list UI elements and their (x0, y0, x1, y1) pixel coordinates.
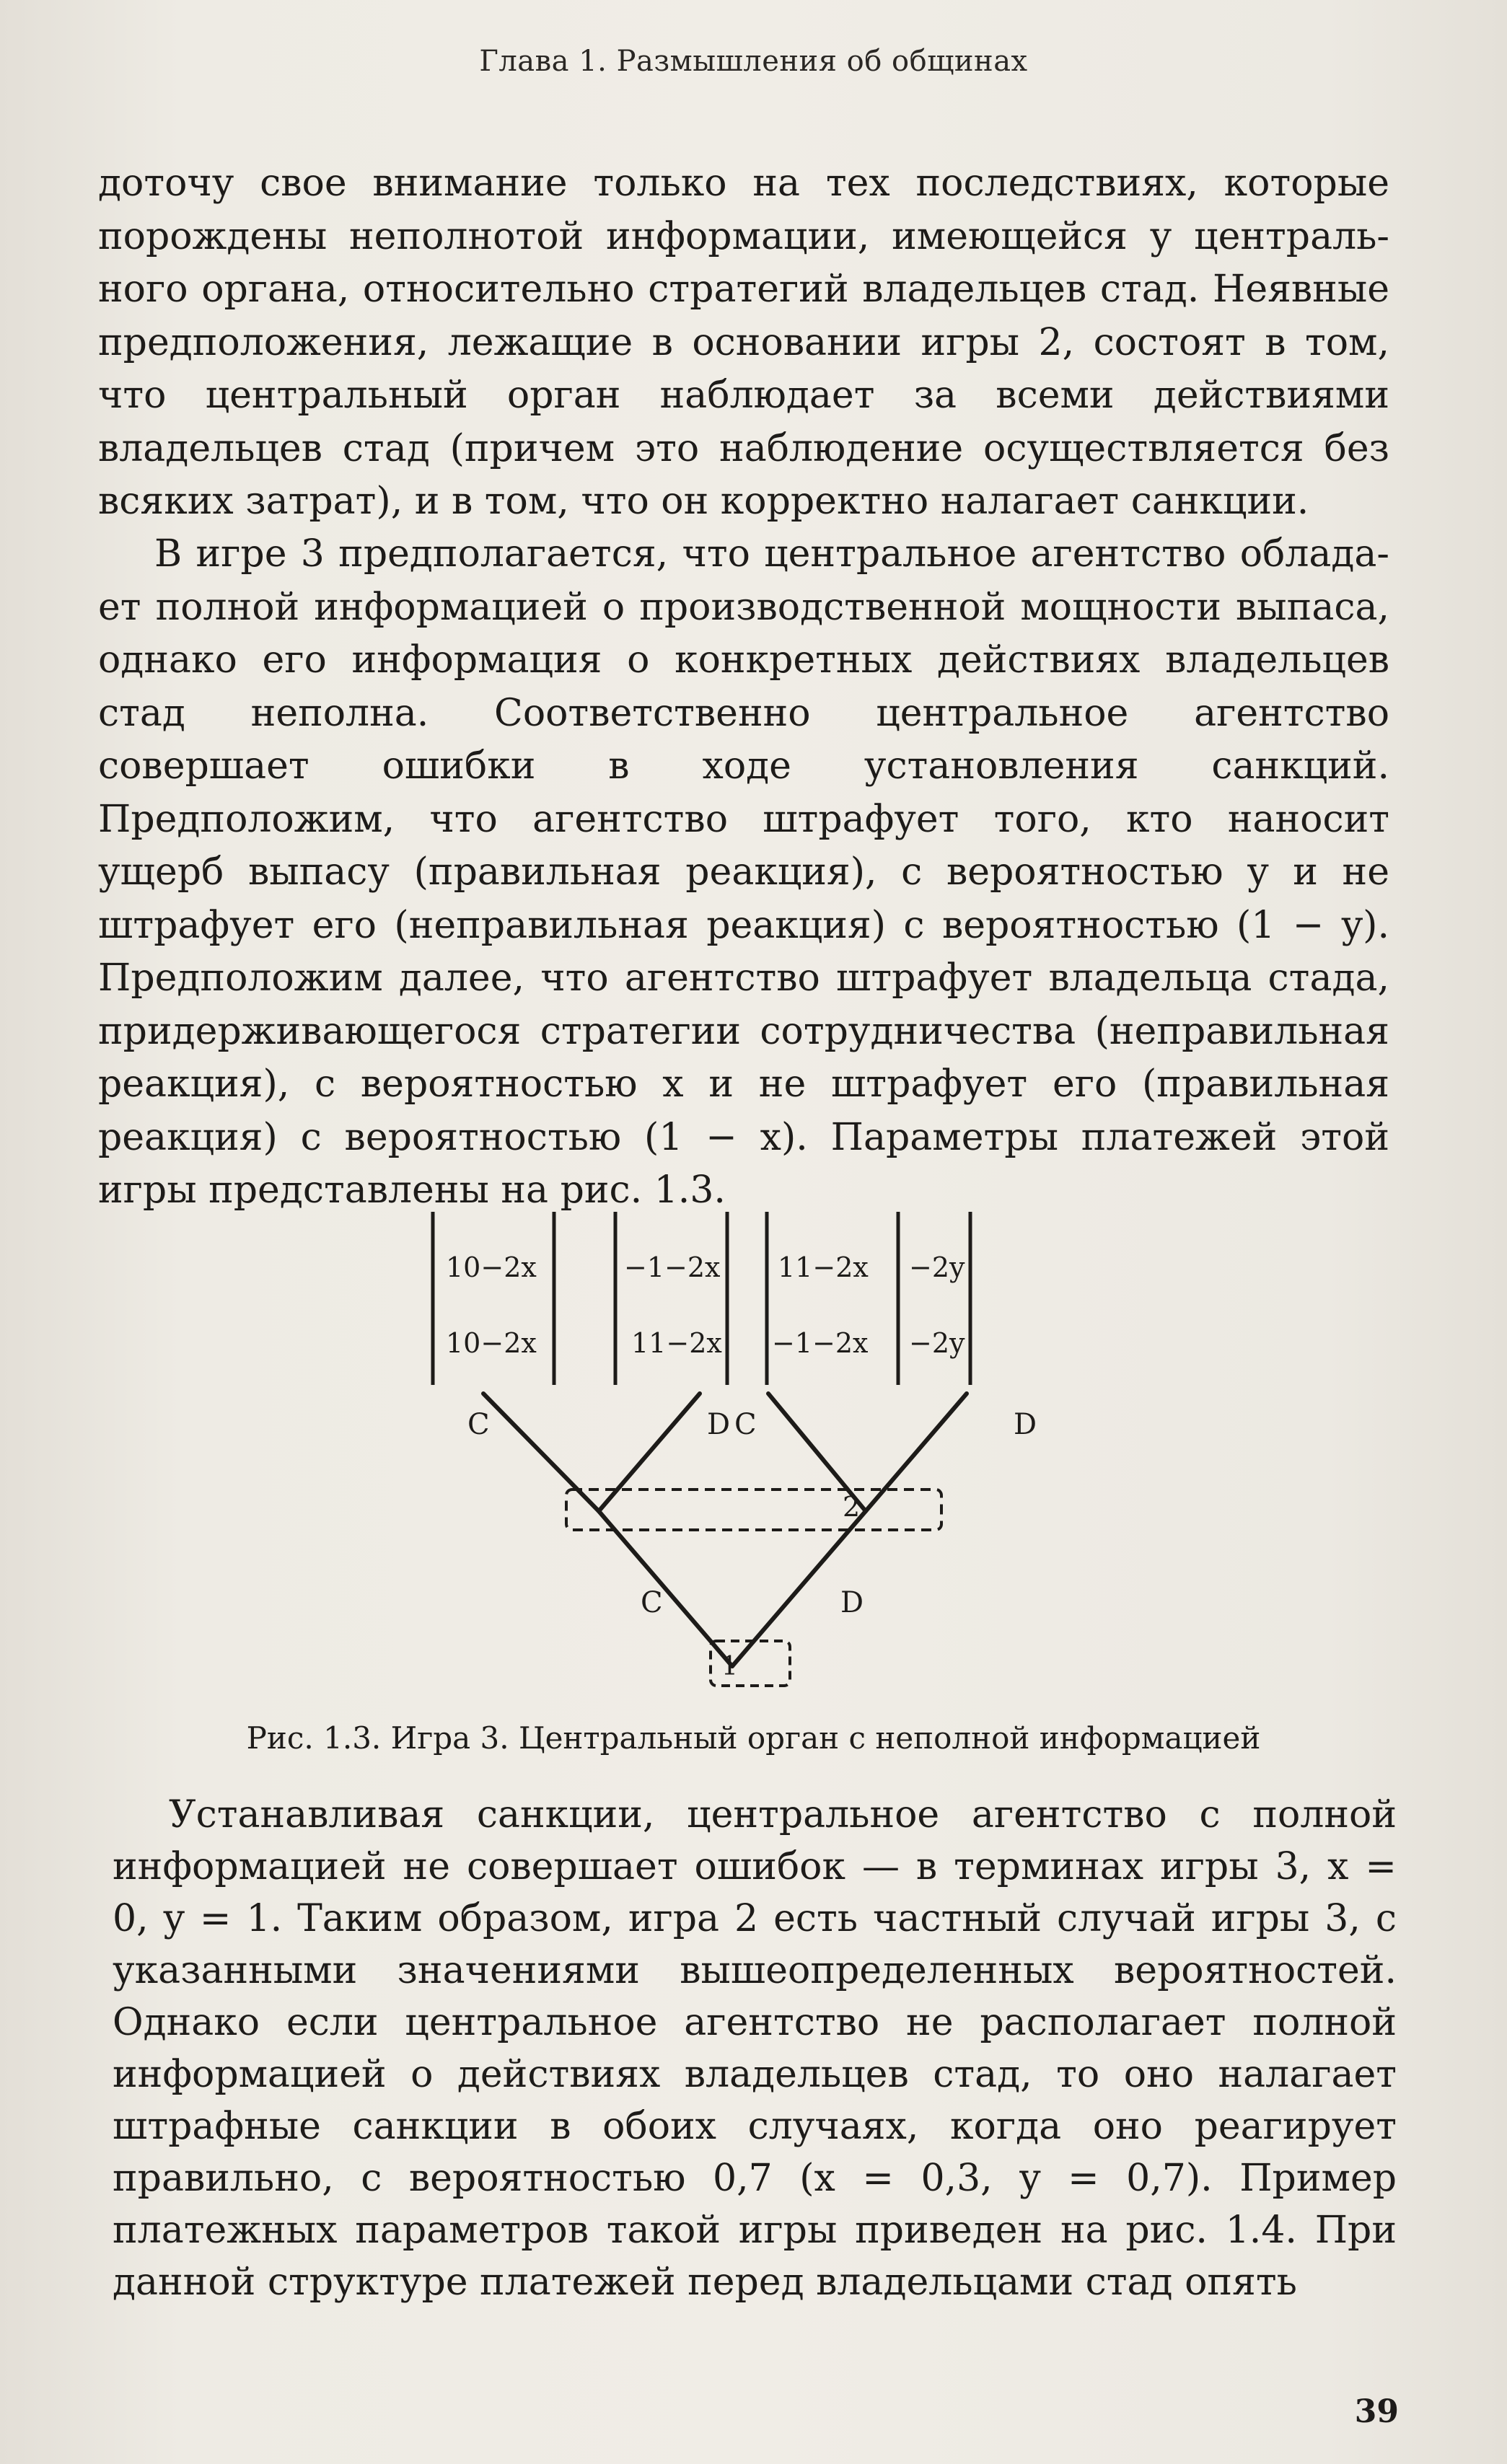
information-set-player2 (566, 1490, 941, 1530)
paragraph-mid-block (98, 528, 1389, 1218)
label-d-left: D (707, 1408, 731, 1441)
game-tree-svg (404, 1197, 1037, 1702)
label-c-root: C (641, 1586, 663, 1619)
payoff-cc-bottom: 10−2x (446, 1327, 537, 1359)
label-d-root: D (840, 1586, 864, 1619)
payoff-cc-top: 10−2x (446, 1251, 537, 1283)
label-node-1: 1 (721, 1652, 738, 1681)
payoff-cd-bottom: 11−2x (631, 1327, 722, 1359)
page-number: 39 (1354, 2393, 1399, 2430)
payoff-dd-bottom: −2y (909, 1327, 965, 1359)
paragraph-top-block (98, 157, 1389, 529)
branch-right-d (866, 1394, 967, 1511)
running-head: Глава 1. Размышления об общинах (479, 45, 1028, 78)
payoff-brackets (433, 1212, 970, 1385)
paragraph-game3: В игре 3 предполагается, что центральное агентство обладает полной информацией о производственной мощности выпаса, однако его информация о конкретных действиях владельцев стад неполна. Соответственно центральное агентство совершает ошибки в ходе установления санкций. Предположим, что агентство штрафует того, кто наносит ущерб выпасу (правильная реакция), с вероятностью y и не штрафует его (неправильная реакция) с вероятностью (1 − y). Предположим далее, что агентство штрафует владельца стада, придерживающегося стратегии сотрудничества (неправильная реакция), с вероятностью x и не штрафует его (правильная реакция) с вероятностью (1 − x). Параметры платежей этой игры представлены на рис. 1.3. (98, 532, 1389, 1212)
payoff-dc-top: 11−2x (778, 1251, 869, 1283)
label-c-left: C (467, 1408, 490, 1441)
payoff-dd-top: −2y (909, 1251, 965, 1283)
label-d-right: D (1014, 1408, 1037, 1441)
branch-left-d (599, 1394, 700, 1511)
figure-caption: Рис. 1.3. Игра 3. Центральный орган с неполной информацией (246, 1720, 1261, 1756)
payoff-cd-top: −1−2x (624, 1251, 721, 1283)
branch-left-c (483, 1394, 599, 1511)
paragraph-sanctions: Устанавливая санкции, центральное агентство с полной информацией не совершает ошибок — в терминах игры 3, x = 0, y = 1. Таким образом, игра 2 есть частный случай игры 3, с указанными значениями вышеопределенных вероятностей. Однако если центральное агентство не располагает полной информацией о действиях владельцев стад, то оно налагает штрафные санкции в обоих случаях, когда оно реагирует правильно, с вероятностью 0,7 (x = 0,3, y = 0,7). Пример платежных параметров такой игры приведен на рис. 1.4. При данной структуре платежей перед владельцами стад опять (113, 1793, 1397, 2304)
payoff-dc-bottom: −1−2x (772, 1327, 869, 1359)
paragraph-top: доточу свое внимание только на тех последствиях, которые порождены неполнотой информации, имеющейся у центрального органа, относительно стратегий владельцев стад. Неявные предположения, лежащие в основании игры 2, состоят в том, что центральный орган наблюдает за всеми действиями владельцев стад (причем это наблюдение осуществляется без всяких затрат), и в том, что он корректно налагает санкции. (98, 162, 1389, 523)
label-node-2: 2 (843, 1491, 861, 1523)
label-c-right: C (734, 1408, 757, 1441)
figure-game-tree (404, 1197, 1037, 1702)
paragraph-bottom-block (113, 1789, 1397, 2308)
